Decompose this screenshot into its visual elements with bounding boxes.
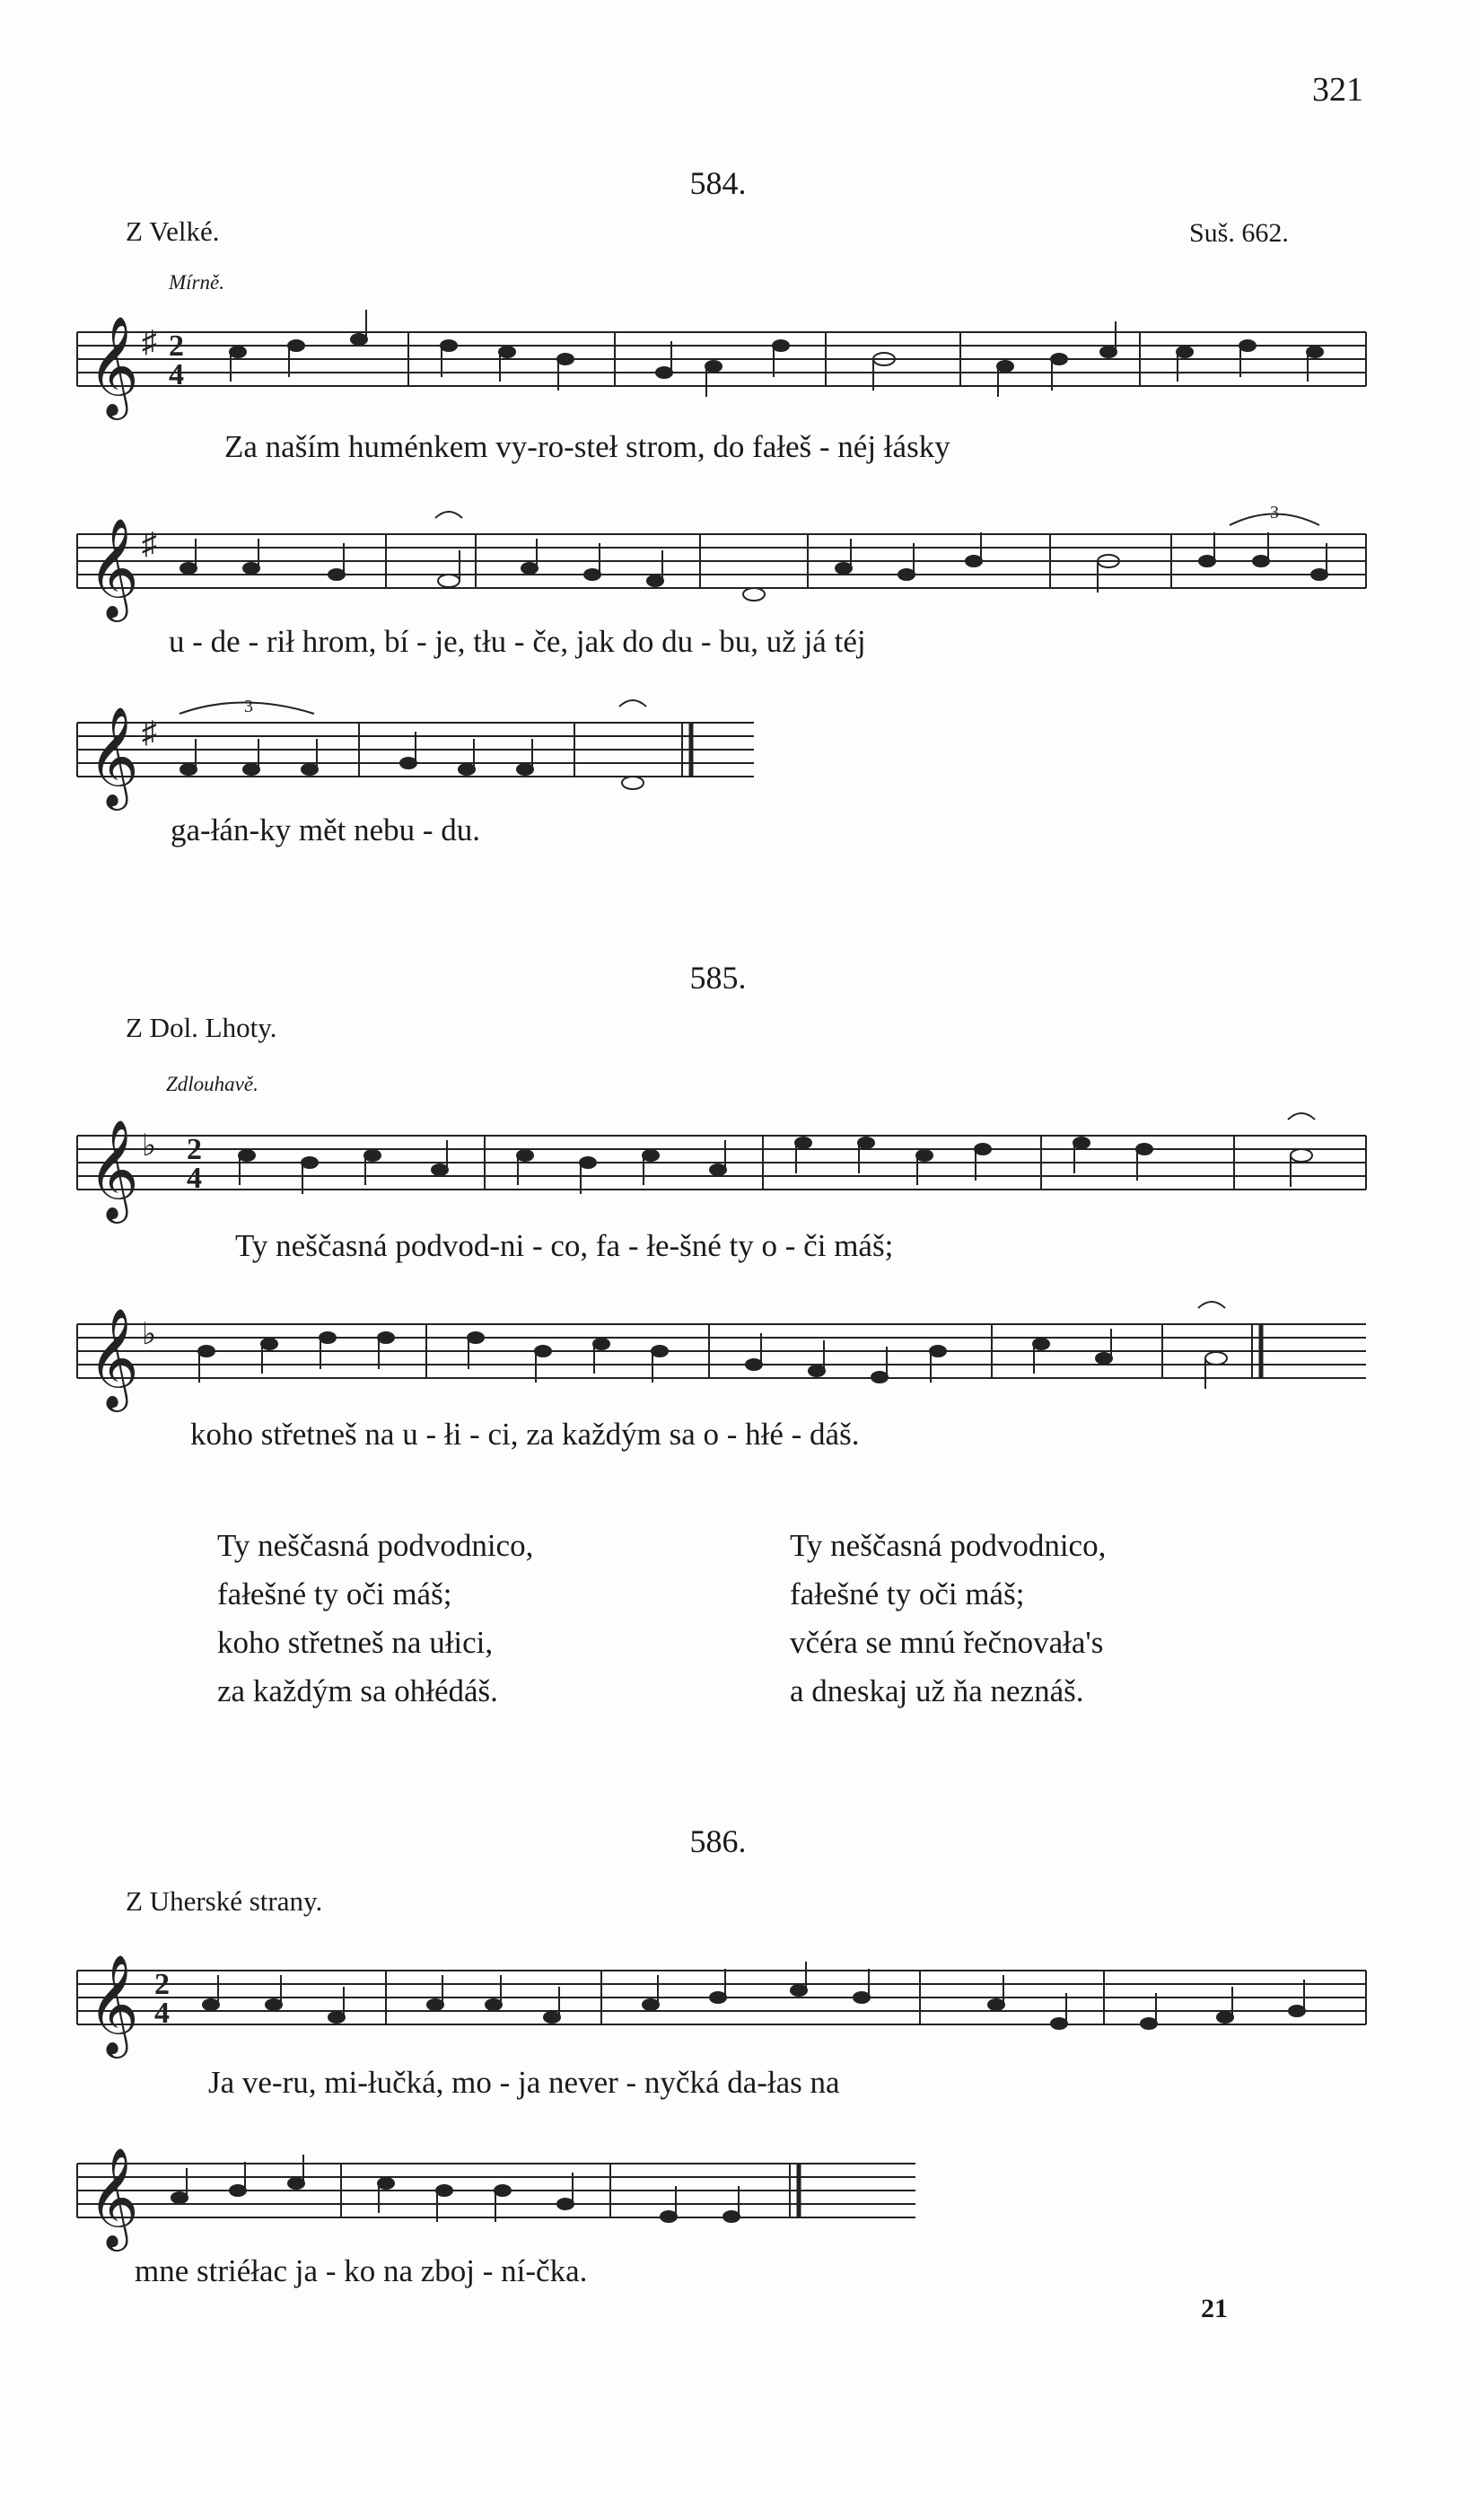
- svg-text:♭: ♭: [142, 1318, 157, 1351]
- svg-text:3: 3: [1270, 503, 1279, 522]
- svg-text:𝄞: 𝄞: [88, 2149, 139, 2245]
- verse-line: koho střetneš na ułici,: [217, 1625, 494, 1660]
- svg-text:𝄞: 𝄞: [88, 318, 139, 414]
- verse-line: fałešné ty oči máš;: [790, 1576, 1025, 1611]
- music-staff: [72, 1100, 1382, 1225]
- svg-text:𝄞: 𝄞: [88, 1956, 139, 2052]
- song-number: 584.: [689, 165, 747, 201]
- song-reference: Suš. 662.: [1189, 218, 1289, 248]
- svg-text:3: 3: [244, 697, 253, 716]
- svg-text:4: 4: [154, 1997, 170, 2030]
- song-origin: Z Uherské strany.: [126, 1885, 323, 1917]
- svg-text:𝄞: 𝄞: [88, 1121, 139, 1217]
- music-staff: [72, 1935, 1382, 2060]
- svg-text:♯: ♯: [142, 528, 157, 561]
- lyric-line: u - de - rił hrom, bí - je, tłu - če, jak do du - bu, už já téj: [169, 624, 866, 659]
- verse-line: Ty neščasná podvodnico,: [790, 1528, 1107, 1563]
- tempo-marking: Mírně.: [169, 271, 224, 294]
- svg-text:𝄞: 𝄞: [88, 708, 139, 804]
- lyric-line: Za naším huménkem vy-ro-steł strom, do fałeš - néj łásky: [224, 429, 950, 464]
- svg-text:4: 4: [187, 1162, 202, 1195]
- svg-text:♯: ♯: [142, 716, 157, 750]
- lyric-line: koho střetneš na u - łi - ci, za každým sa o - hłé - dáš.: [190, 1417, 860, 1452]
- svg-text:2: 2: [154, 1968, 170, 2001]
- verse-line: Ty neščasná podvodnico,: [217, 1528, 534, 1563]
- music-staff: [72, 687, 790, 812]
- svg-text:𝄞: 𝄞: [88, 1310, 139, 1406]
- music-staff: [72, 1288, 1382, 1414]
- music-staff: [72, 2128, 969, 2253]
- svg-text:♯: ♯: [142, 326, 157, 359]
- svg-text:♭: ♭: [142, 1129, 157, 1163]
- lyric-line: ga-łán-ky mět nebu - du.: [171, 812, 481, 847]
- music-staff: [72, 296, 1382, 422]
- music-staff: [72, 498, 1382, 624]
- song-origin: Z Dol. Lhoty.: [126, 1012, 277, 1043]
- footer-signature-mark: 21: [1201, 2294, 1228, 2323]
- svg-text:4: 4: [169, 358, 184, 391]
- verse-line: a dneskaj už ňa neznáš.: [790, 1673, 1084, 1708]
- tempo-marking: Zdlouhavě.: [166, 1073, 258, 1095]
- page-number: 321: [1312, 71, 1363, 109]
- verse-line: fałešné ty oči máš;: [217, 1576, 452, 1611]
- svg-text:2: 2: [187, 1133, 202, 1166]
- song-number: 586.: [689, 1823, 747, 1859]
- song-origin: Z Velké.: [126, 215, 220, 247]
- verse-line: včéra se mnú řečnovała's: [790, 1625, 1104, 1660]
- svg-text:2: 2: [169, 329, 184, 363]
- song-number: 585.: [689, 960, 747, 996]
- lyric-line: Ja ve-ru, mi-łučká, mo - ja never - nyčká da-łas na: [208, 2065, 840, 2100]
- lyric-line: Ty neščasná podvod-ni - co, fa - łe-šné ty o - či máš;: [235, 1228, 894, 1263]
- verse-stanza: [217, 1522, 533, 1716]
- svg-text:𝄞: 𝄞: [88, 520, 139, 616]
- verse-line: za každým sa ohłédáš.: [217, 1673, 498, 1708]
- lyric-line: mne striéłac ja - ko na zboj - ní-čka.: [135, 2253, 588, 2288]
- verse-stanza: [790, 1522, 1106, 1716]
